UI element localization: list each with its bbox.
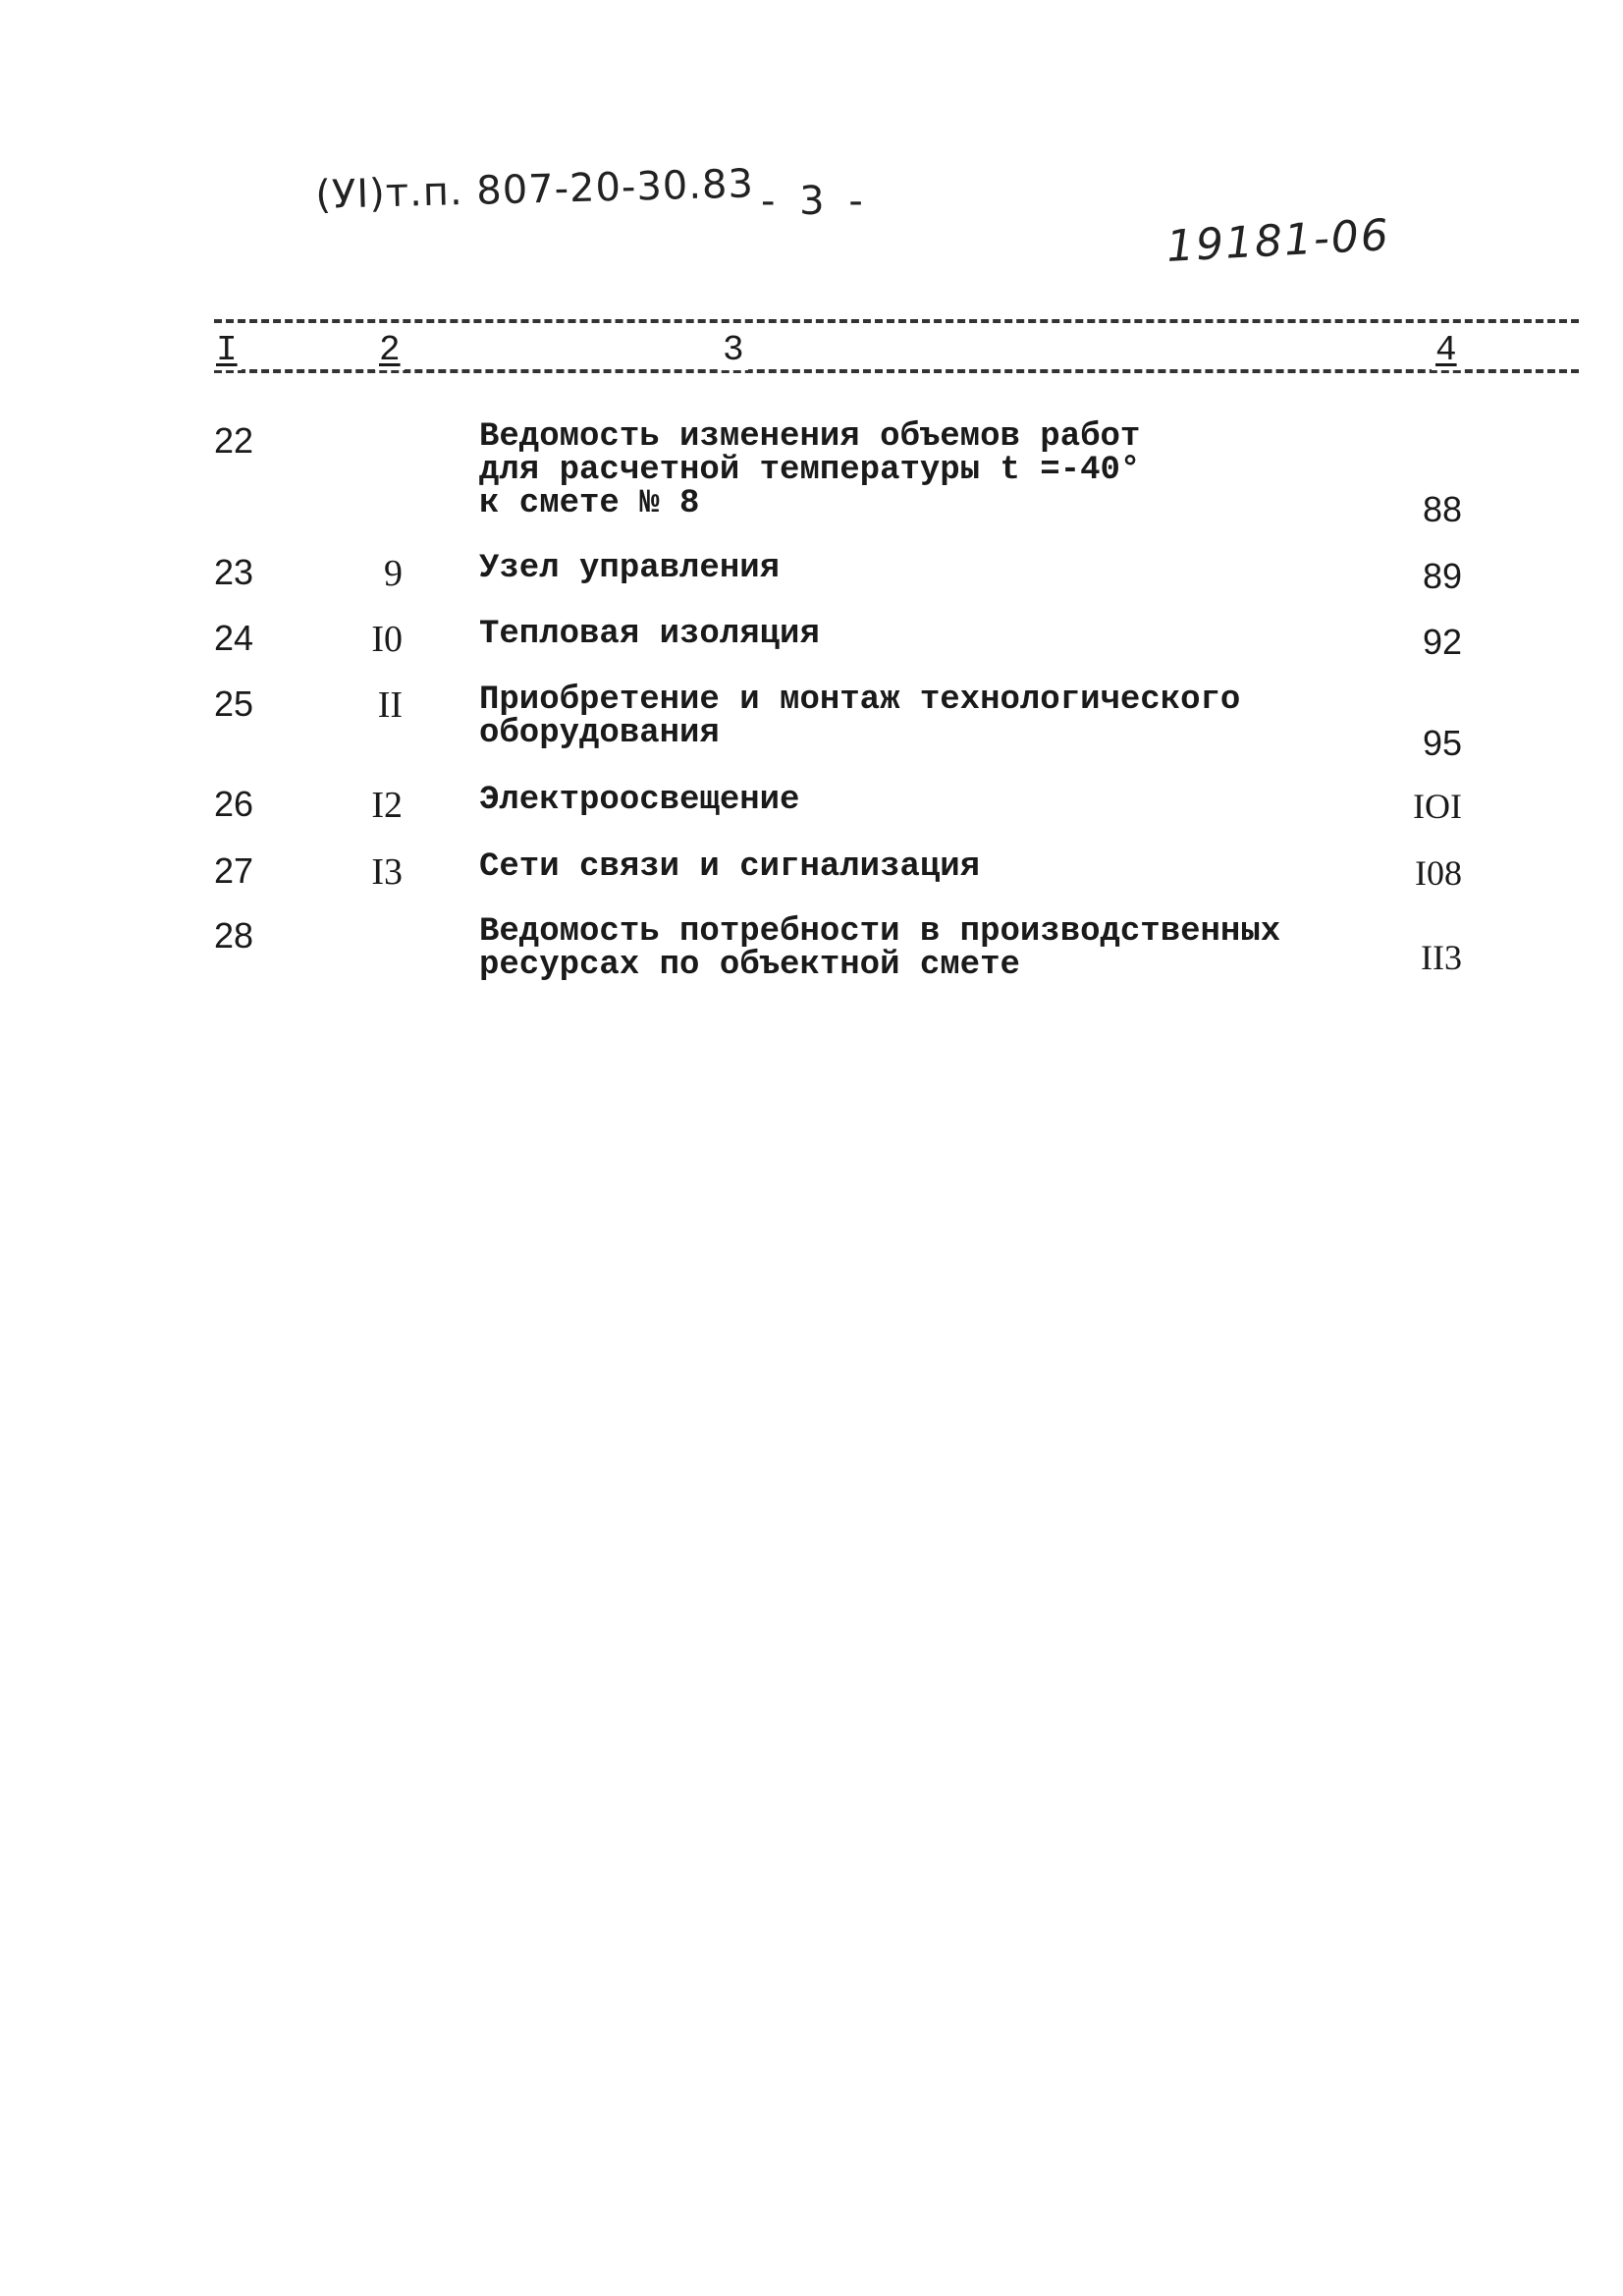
row-title: Узел управления bbox=[479, 550, 781, 587]
row-title: Ведомость изменения объемов работ для расчетной температуры t =-40° к смете № 8 bbox=[479, 418, 1141, 522]
row-page: 89 bbox=[1422, 556, 1462, 596]
row-number: 28 bbox=[214, 915, 254, 956]
row-number: 25 bbox=[214, 683, 254, 724]
row-title: Тепловая изоляция bbox=[479, 616, 820, 653]
row-number: 22 bbox=[214, 420, 254, 461]
row-ref: II bbox=[377, 684, 403, 726]
row-ref: I2 bbox=[371, 785, 403, 826]
row-ref: I0 bbox=[371, 619, 403, 660]
row-page: I08 bbox=[1415, 853, 1462, 893]
column-header-2: 2 bbox=[375, 330, 405, 370]
document-code: (УI)т.п. 807-20-30.83 bbox=[314, 161, 755, 218]
column-header-3: 3 bbox=[719, 330, 748, 370]
row-page: 95 bbox=[1422, 723, 1462, 763]
row-title: Приобретение и монтаж технологического оборудования bbox=[479, 682, 1241, 752]
column-header-4: 4 bbox=[1432, 330, 1461, 370]
column-header-1: I bbox=[212, 330, 242, 370]
row-page: 92 bbox=[1422, 622, 1462, 662]
row-title: Ведомость потребности в производственных ресурсах по объектной смете bbox=[479, 913, 1281, 984]
row-ref: I3 bbox=[371, 851, 403, 893]
inventory-number: 19181-06 bbox=[1164, 210, 1392, 272]
row-ref: 9 bbox=[384, 553, 403, 594]
row-number: 23 bbox=[214, 552, 254, 592]
row-title: Электроосвещение bbox=[479, 782, 800, 819]
row-page: IOI bbox=[1413, 787, 1462, 826]
row-number: 26 bbox=[214, 784, 254, 824]
row-title: Сети связи и сигнализация bbox=[479, 848, 981, 886]
table-header-rule bbox=[214, 369, 1579, 373]
page-number: - 3 - bbox=[761, 179, 869, 224]
row-page: II3 bbox=[1421, 938, 1462, 977]
row-number: 27 bbox=[214, 850, 254, 891]
row-number: 24 bbox=[214, 618, 254, 658]
table-top-rule bbox=[214, 319, 1579, 323]
row-page: 88 bbox=[1422, 489, 1462, 529]
